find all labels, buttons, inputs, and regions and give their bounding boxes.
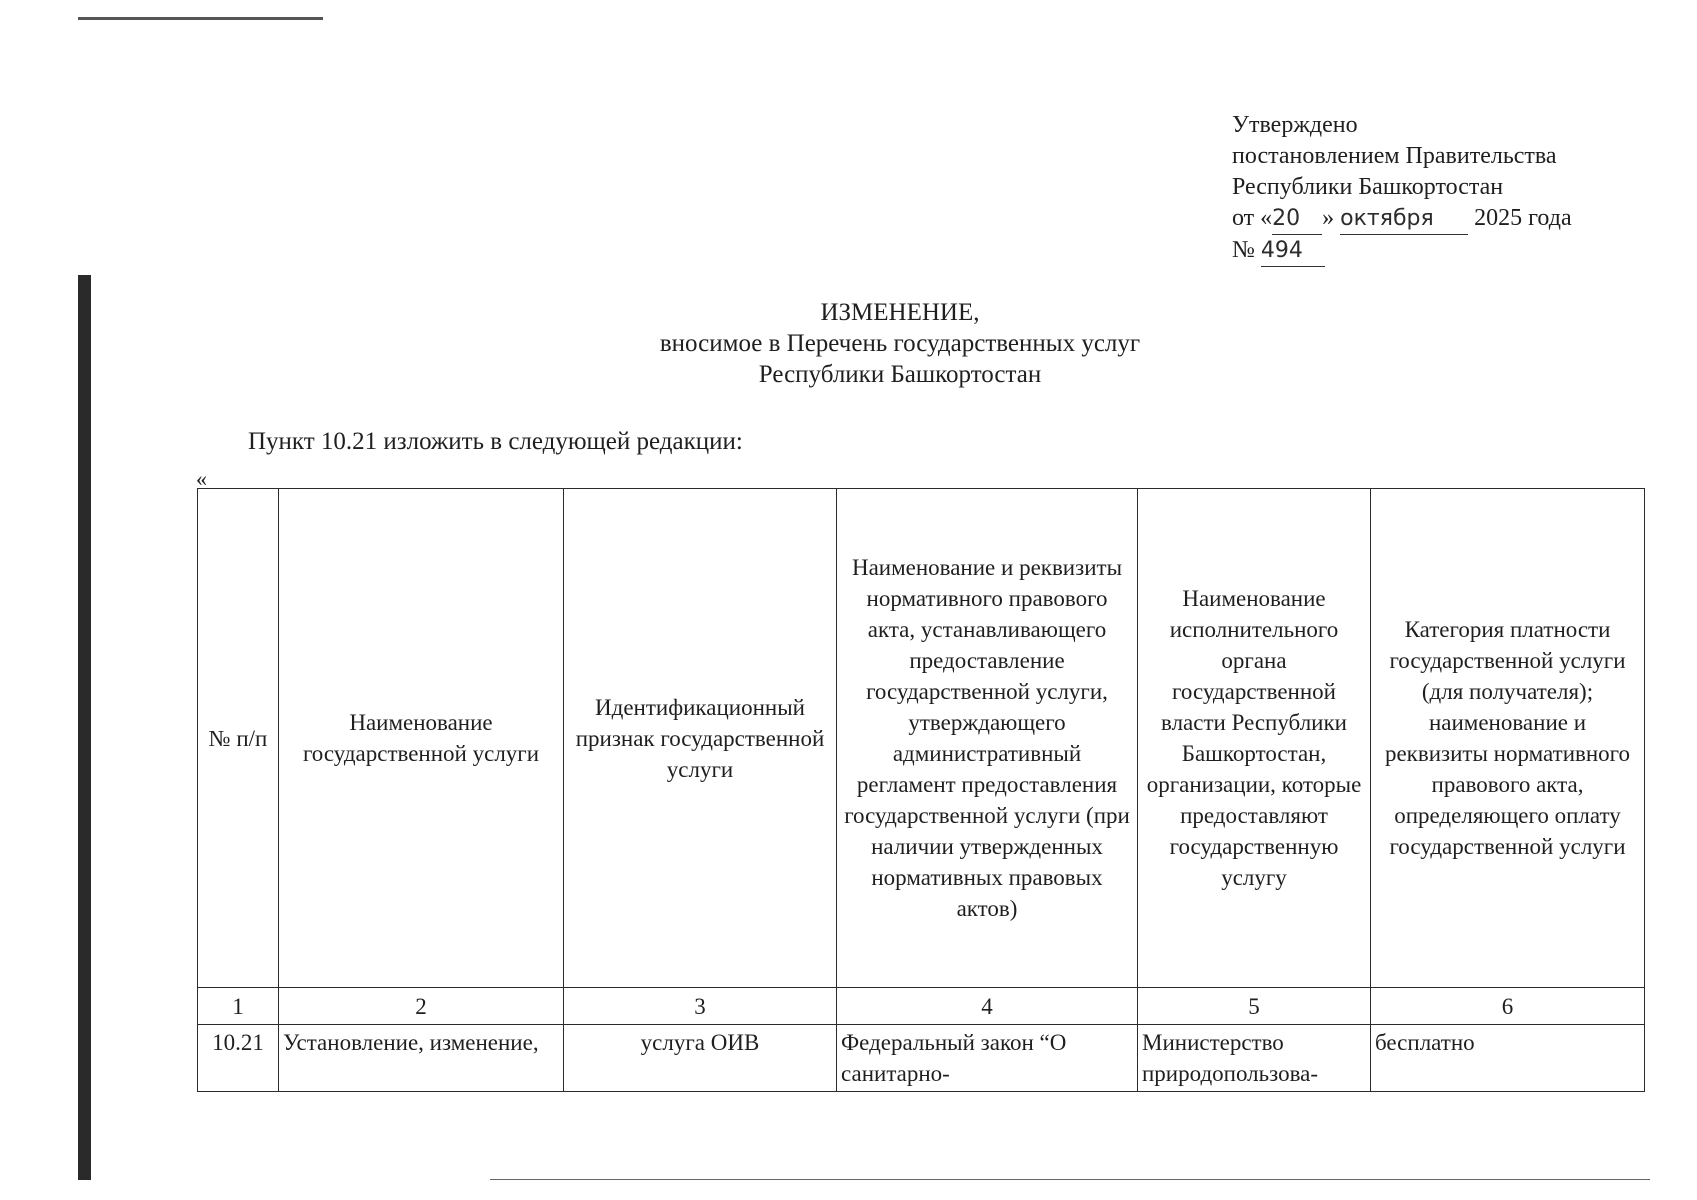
- approval-date: [1232, 203, 1572, 235]
- title-line-1: ИЗМЕНЕНИЕ,: [820, 299, 980, 326]
- approval-line-2: постановлением Правительства: [1232, 143, 1557, 169]
- row-authority: Министерство природопользова-: [1138, 1025, 1371, 1092]
- number-prefix: №: [1232, 237, 1255, 263]
- opening-quote: «: [196, 466, 207, 491]
- date-year: 2025 года: [1474, 205, 1572, 231]
- table-header-row: [198, 489, 1645, 988]
- column-number: 4: [837, 988, 1138, 1025]
- title-line-3: Республики Башкортостан: [758, 361, 1042, 388]
- intro-text: Пункт 10.21 изложить в следующей редакции:: [248, 428, 743, 455]
- row-fee: бесплатно: [1371, 1025, 1645, 1092]
- column-number: 3: [564, 988, 837, 1025]
- row-legal-act: Федеральный закон “О санитарно-: [837, 1025, 1138, 1092]
- header-number: № п/п: [198, 489, 279, 988]
- number-value: 494: [1261, 235, 1325, 267]
- row-identifier: услуга ОИВ: [564, 1025, 837, 1092]
- date-day: 20: [1272, 203, 1322, 235]
- table-row: [198, 1025, 1645, 1092]
- scan-left-edge: [78, 275, 91, 1180]
- date-prefix: от «: [1232, 205, 1273, 231]
- column-number: 6: [1371, 988, 1645, 1025]
- scan-top-line: [78, 17, 323, 20]
- title-line-2: вносимое в Перечень государственных услуг: [659, 330, 1141, 357]
- row-number: 10.21: [198, 1025, 279, 1092]
- date-mid: »: [1322, 205, 1335, 231]
- approval-line-3: Республики Башкортостан: [1232, 174, 1504, 200]
- column-number: 2: [279, 988, 564, 1025]
- column-number-row: [198, 988, 1645, 1025]
- column-number: 1: [198, 988, 279, 1025]
- approval-number: [1232, 235, 1572, 267]
- header-legal-act: Наименование и реквизиты нормативного правового акта, устанавливающего предоставление государственной услуги, утверждающего административный регламент предоставления государственной услуги (при наличии утвержденных нормативных правовых актов): [837, 489, 1138, 988]
- header-fee-category: Категория платности государственной услуги (для получателя); наименование и реквизиты нормативного правового акта, определяющего оплату государственной услуги: [1371, 489, 1645, 988]
- approval-block: [1232, 110, 1572, 267]
- row-service-name: Установление, изменение,: [279, 1025, 564, 1092]
- header-service-name: Наименование государственной услуги: [279, 489, 564, 988]
- scan-bottom-line: [490, 1179, 1650, 1180]
- date-month: октября: [1340, 203, 1468, 235]
- header-identifier: Идентификационный признак государственной услуги: [564, 489, 837, 988]
- services-table: [197, 488, 1645, 1092]
- document-title: [540, 297, 1260, 390]
- approval-line-1: Утверждено: [1232, 112, 1358, 138]
- column-number: 5: [1138, 988, 1371, 1025]
- header-authority: Наименование исполнительного органа государственной власти Республики Башкортостан, организации, которые предоставляют государственную услугу: [1138, 489, 1371, 988]
